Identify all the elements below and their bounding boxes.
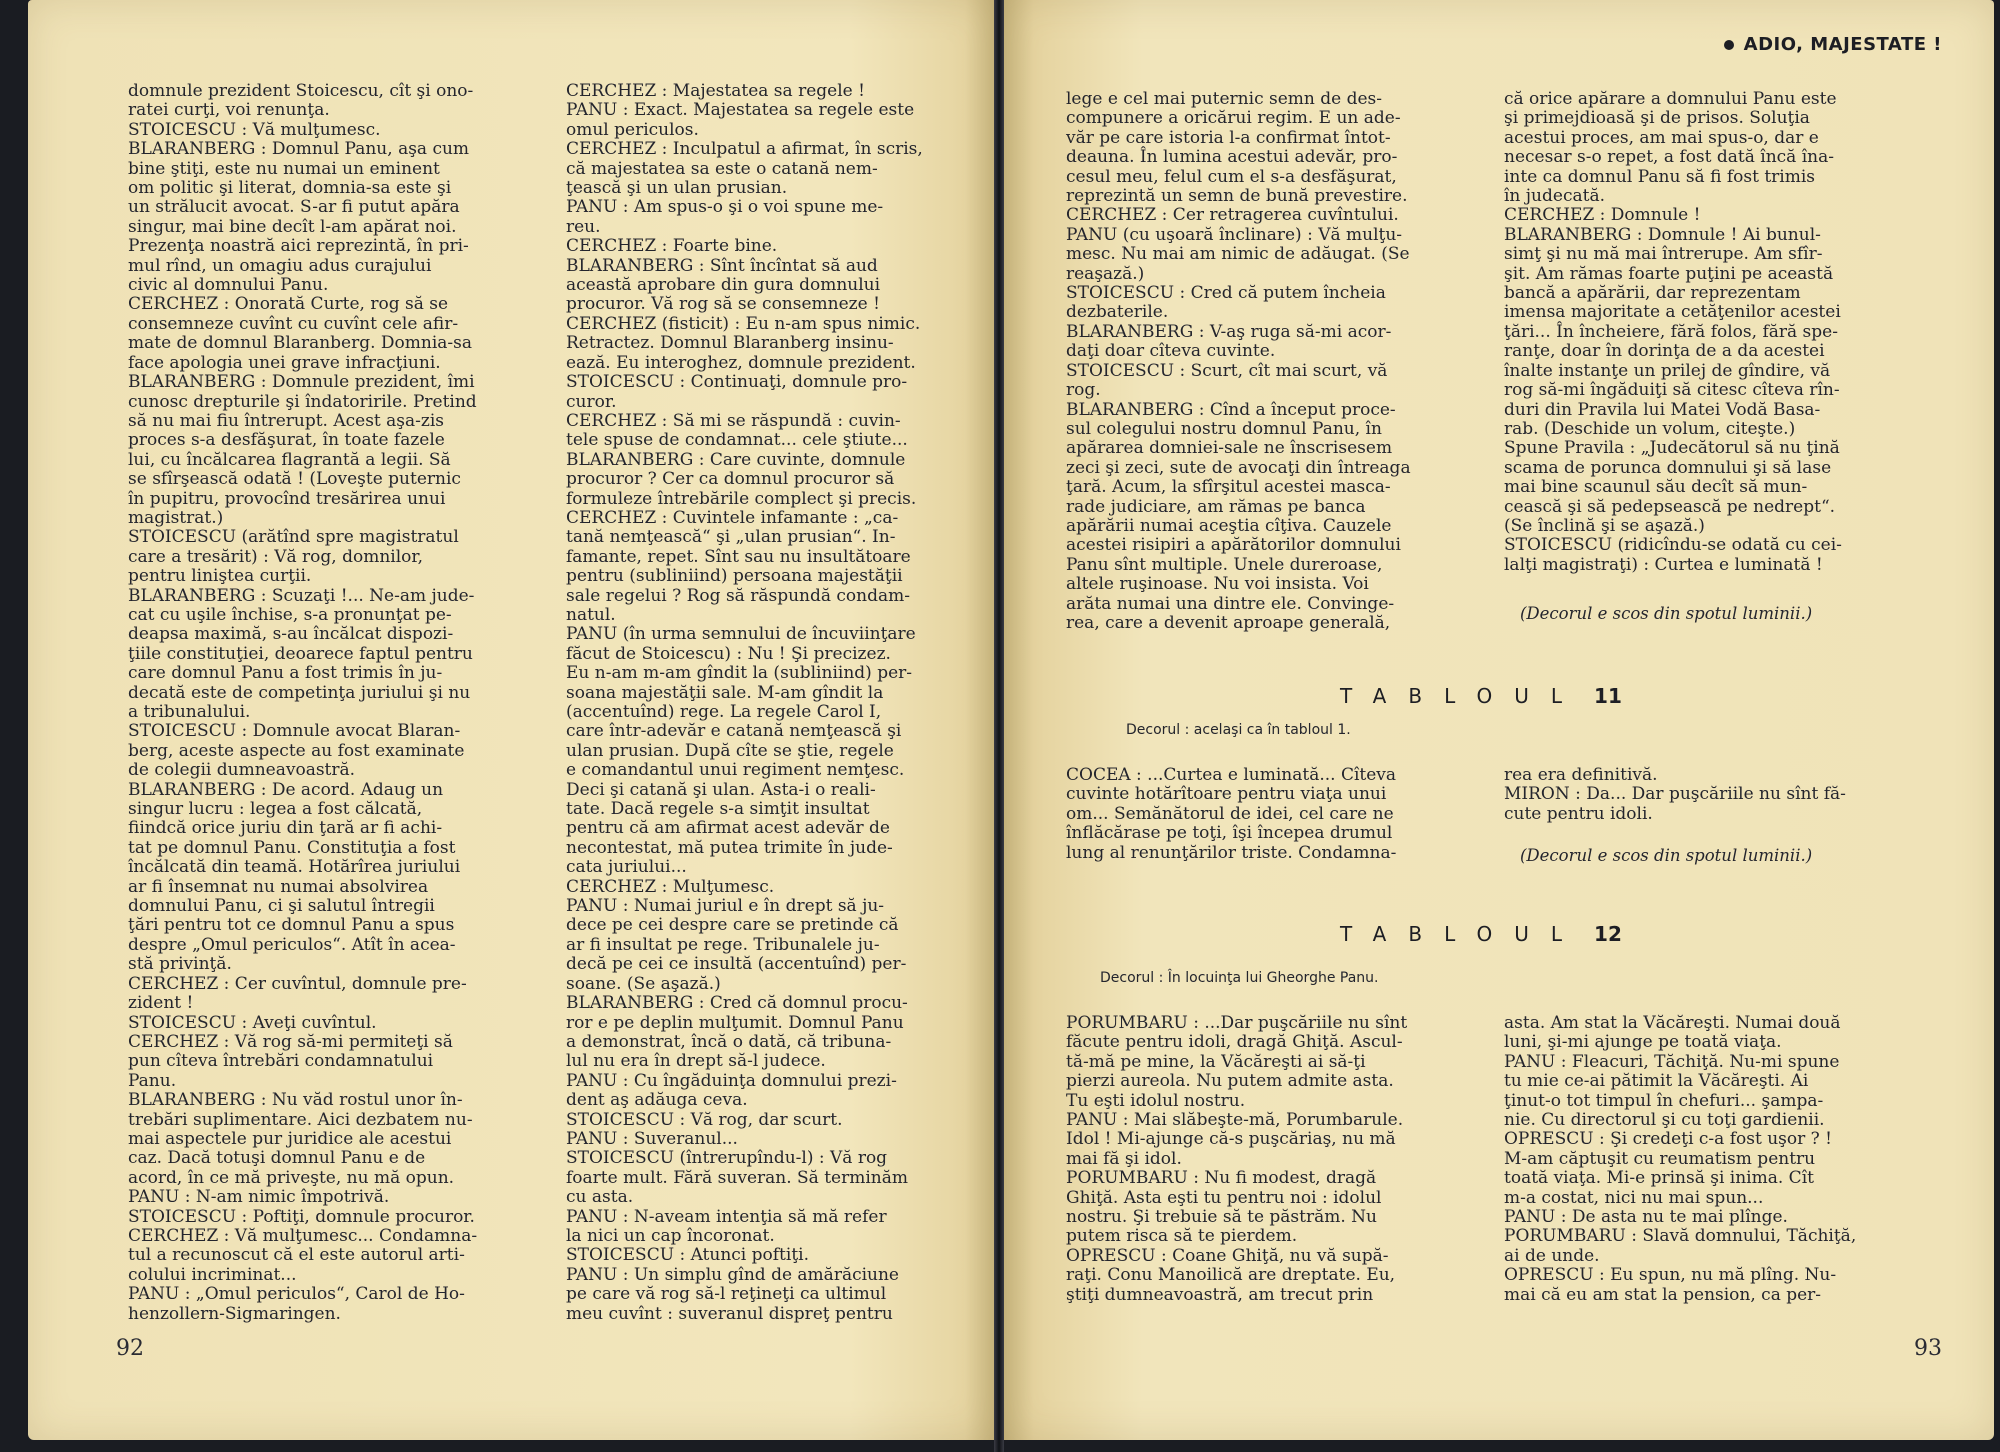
right-column-1: lege e cel mai puternic semn de des- compunere a oricărui regim. E un ade- văr pe care istoria l-a confirmat întot- deauna. În lumina acestui adevăr, pro- cesul meu, felul cum el s-a desfăşurat, reprezintă un semn de bună prevestire. CERCHEZ : Cer retragerea cuvîntului. PANU (cu uşoară înclinare) : Vă mulţu- mesc. Nu mai am nimic de adăugat. (Se reaşază.) STOICESCU : Cred că putem încheia dezbaterile. BLARANBERG : V-aş ruga să-mi acor- daţi doar cîteva cuvinte. STOICESCU : Scurt, cît mai scurt, vă rog. BLARANBERG : Cînd a început proce- sul colegului nostru domnul Panu, în apărarea domniei-sale ne înscrisesem zeci şi zeci, sute de avocaţi din întreaga ţară. Acum, la sfîrşitul acestei masca- rade judiciare, am rămas pe banca apărării numai aceştia cîţiva. Cauzele acestei risipiri a apărătorilor domnului Panu sînt multiple. Unele dureroase, altele ruşinoase. Nu voi insista. Voi arăta numai una dintre ele. Convinge- rea, care a devenit aproape generală, [1066,89,1411,633]
tablou-11-column-1: COCEA : ...Curtea e luminată... Cîteva cuvinte hotărîtoare pentru viaţa unui om... Semănătorul de idei, cel care ne înflăcărase pe toţi, îşi începea drumul lung al renunţărilor triste. Condamna- [1066,765,1397,863]
tablou-12-column-2: asta. Am stat la Văcăreşti. Numai două luni, şi-mi ajunge pe toată viaţa. PANU : Fleacuri, Tăchiţă. Nu-mi spune tu mie ce-ai pătimit la Văcăreşti. Ai ţinut-o tot timpul în chefuri... şampa- nie. Cu directorul şi cu toţi gardienii. OPRESCU : Şi credeţi c-a fost uşor ? ! M-am căptuşit cu reumatism pentru toată viaţa. Mi-e prinsă şi inima. Cît m-a costat, nici nu mai spun... PANU : De asta nu te mai plînge. PORUMBARU : Slavă domnului, Tăchiţă, ai de unde. OPRESCU : Eu spun, nu mă plîng. Nu- mai că eu am stat la pension, ca per- [1504,1013,1857,1305]
running-header-text: ADIO, MAJESTATE ! [1743,34,1942,55]
tablou-12-number: 12 [1594,922,1622,946]
left-column-1: domnule prezident Stoicescu, cît şi ono- ratei curţi, voi renunţa. STOICESCU : Vă mulţumesc. BLARANBERG : Domnul Panu, aşa cum bine ştiţi, este nu numai un eminent om politic şi literat, domnia-sa este şi un strălucit avocat. S-ar fi putut apăra singur, mai bine decît l-am apărat noi. Prezenţa noastră aici reprezintă, în pri- mul rînd, un omagiu adus curajului civic al domnului Panu. CERCHEZ : Onorată Curte, rog să se consemneze cuvînt cu cuvînt cele afir- mate de domnul Blaranberg. Domnia-sa face apologia unei grave infracţiuni. BLARANBERG : Domnule prezident, îmi cunosc drepturile şi îndatoririle. Pretind să nu mai fiu întrerupt. Acest aşa-zis proces s-a desfăşurat, în toate fazele lui, cu încălcarea flagrantă a legii. Să se sfîrşească odată ! (Loveşte puternic în pupitru, provocînd tresărirea unui magistrat.) STOICESCU (arătînd spre magistratul care a tresărit) : Vă rog, domnilor, pentru liniştea curţii. BLARANBERG : Scuzaţi !... Ne-am jude- cat cu uşile închise, s-a pronunţat pe- deapsa maximă, s-au încălcat dispozi- ţiile constituţiei, deoarece faptul pentru care domnul Panu a fost trimis în ju- decată este de competinţa juriului şi nu a tribunalului. STOICESCU : Domnule avocat Blaran- berg, aceste aspecte au fost examinate de colegii dumneavoastră. BLARANBERG : De acord. Adaug un singur lucru : legea a fost călcată, fiindcă orice juriu din ţară ar fi achi- tat pe domnul Panu. Constituţia a fost încălcată din teamă. Hotărîrea juriului ar fi însemnat nu numai absolvirea domnului Panu, ci şi salutul întregii ţări pentru tot ce domnul Panu a spus despre „Omul periculos“. Atît în acea- stă privinţă. CERCHEZ : Cer cuvîntul, domnule pre- zident ! STOICESCU : Aveţi cuvîntul. CERCHEZ : Vă rog să-mi permiteţi să pun cîteva întrebări condamnatului Panu. BLARANBERG : Nu văd rostul unor în- trebări suplimentare. Aici dezbatem nu- mai aspectele pur juridice ale acestui caz. Dacă totuşi domnul Panu e de acord, în ce mă priveşte, nu mă opun. PANU : N-am nimic împotrivă. STOICESCU : Poftiţi, domnule procuror. CERCHEZ : Vă mulţumesc... Condamna- tul a recunoscut că el este autorul arti- colului incriminat... PANU : „Omul periculos“, Carol de Ho- henzollern-Sigmaringen. [128,81,478,1324]
left-page [28,0,994,1440]
gutter [994,0,1004,1452]
right-page [1004,0,1994,1440]
tablou-11-number: 11 [1594,684,1622,708]
page-number-left: 92 [116,1336,144,1361]
page-number-right: 93 [1914,1336,1942,1361]
tablou-11-column-2: rea era definitivă. MIRON : Da... Dar puşcăriile nu sînt fă- cute pentru idoli. [1504,765,1846,824]
tablou-11-word: TABLOUL [1340,684,1585,708]
tablou-12-column-1: PORUMBARU : ...Dar puşcăriile nu sînt făcute pentru idoli, dragă Ghiţă. Ascul- tă-mă pe mine, la Văcăreşti ai să-ţi pierzi aureola. Nu putem admite asta. Tu eşti idolul nostru. PANU : Mai slăbeşte-mă, Porumbarule. Idol ! Mi-ajunge că-s puşcăriaş, nu mă mai fă şi idol. PORUMBARU : Nu fi modest, dragă Ghiţă. Asta eşti tu pentru noi : idolul nostru. Şi trebuie să te păstrăm. Nu putem risca să te pierdem. OPRESCU : Coane Ghiţă, nu vă supă- raţi. Conu Manoilică are dreptate. Eu, ştiţi dumneavoastră, am trecut prin [1066,1013,1408,1305]
right-column-2: că orice apărare a domnului Panu este şi primejdioasă şi de prisos. Soluţia acestui proces, am mai spus-o, dar e necesar s-o repet, a fost dată încă îna- inte ca domnul Panu să fi fost trimis în judecată. CERCHEZ : Domnule ! BLARANBERG : Domnule ! Ai bunul- simţ şi nu mă mai întrerupe. Am sfîr- şit. Am rămas foarte puţini pe această bancă a apărării, dar reprezentam imensa majoritate a cetăţenilor acestei ţări... În încheiere, fără folos, fără spe- ranţe, doar în dorinţa de a da acestei înalte instanţe un prilej de gîndire, vă rog să-mi îngăduiţi să citesc cîteva rîn- duri din Pravila lui Matei Vodă Basa- rab. (Deschide un volum, citeşte.) Spune Pravila : „Judecătorul să nu ţină scama de porunca domnului şi să lase mai bine scaunul său decît să mun- cească şi să pedepsească pe nedrept“. (Se înclină şi se aşază.) STOICESCU (ridicîndu-se odată cu cei- lalţi magistraţi) : Curtea e luminată ! [1504,89,1842,575]
tablou-11-heading [1340,684,1622,708]
tablou-12-word: TABLOUL [1340,922,1585,946]
decor-12: Decorul : În locuinţa lui Gheorghe Panu. [1100,970,1379,986]
tablou-12-heading [1340,922,1622,946]
bullet-icon [1724,40,1734,50]
decor-11: Decorul : acelaşi ca în tabloul 1. [1126,722,1351,738]
stage-direction-2: (Decorul e scos din spotul luminii.) [1520,846,1813,865]
left-column-2: CERCHEZ : Majestatea sa regele ! PANU : Exact. Majestatea sa regele este omul periculos. CERCHEZ : Inculpatul a afirmat, în scris, că majestatea sa este o catană nem- ţească şi un ulan prusian. PANU : Am spus-o şi o voi spune me- reu. CERCHEZ : Foarte bine. BLARANBERG : Sînt încîntat să aud această aprobare din gura domnului procuror. Vă rog să se consemneze ! CERCHEZ (fisticit) : Eu n-am spus nimic. Retractez. Domnul Blaranberg insinu- ează. Eu interoghez, domnule prezident. STOICESCU : Continuaţi, domnule pro- curor. CERCHEZ : Să mi se răspundă : cuvin- tele spuse de condamnat... cele ştiute... BLARANBERG : Care cuvinte, domnule procuror ? Cer ca domnul procuror să formuleze întrebările complect şi precis. CERCHEZ : Cuvintele infamante : „ca- tană nemţească“ şi „ulan prusian“. In- famante, repet. Sînt sau nu insultătoare pentru (subliniind) persoana majestăţii sale regelui ? Rog să răspundă condam- natul. PANU (în urma semnului de încuviinţare făcut de Stoicescu) : Nu ! Şi precizez. Eu n-am m-am gîndit la (subliniind) per- soana majestăţii sale. M-am gîndit la (accentuînd) rege. La regele Carol I, care într-adevăr e catană nemţească şi ulan prusian. După cîte se ştie, regele e comandantul unui regiment nemţesc. Deci şi catană şi ulan. Asta-i o reali- tate. Dacă regele s-a simţit insultat pentru că am afirmat acest adevăr de necontestat, mă putea trimite în jude- cata juriului... CERCHEZ : Mulţumesc. PANU : Numai juriul e în drept să ju- dece pe cei despre care se pretinde că ar fi insultat pe rege. Tribunalele ju- decă pe cei ce insultă (accentuînd) per- soane. (Se aşază.) BLARANBERG : Cred că domnul procu- ror e pe deplin mulţumit. Domnul Panu a demonstrat, încă o dată, că tribuna- lul nu era în drept să-l judece. PANU : Cu îngăduinţa domnului prezi- dent aş adăuga ceva. STOICESCU : Vă rog, dar scurt. PANU : Suveranul... STOICESCU (întrerupîndu-l) : Vă rog foarte mult. Fără suveran. Să terminăm cu asta. PANU : N-aveam intenţia să mă refer la nici un cap încoronat. STOICESCU : Atunci poftiţi. PANU : Un simplu gînd de amărăciune pe care vă rog să-l reţineţi ca ultimul meu cuvînt : suveranul dispreţ pentru [566,81,923,1324]
stage-direction-1: (Decorul e scos din spotul luminii.) [1520,604,1813,623]
running-header [1724,34,1942,55]
